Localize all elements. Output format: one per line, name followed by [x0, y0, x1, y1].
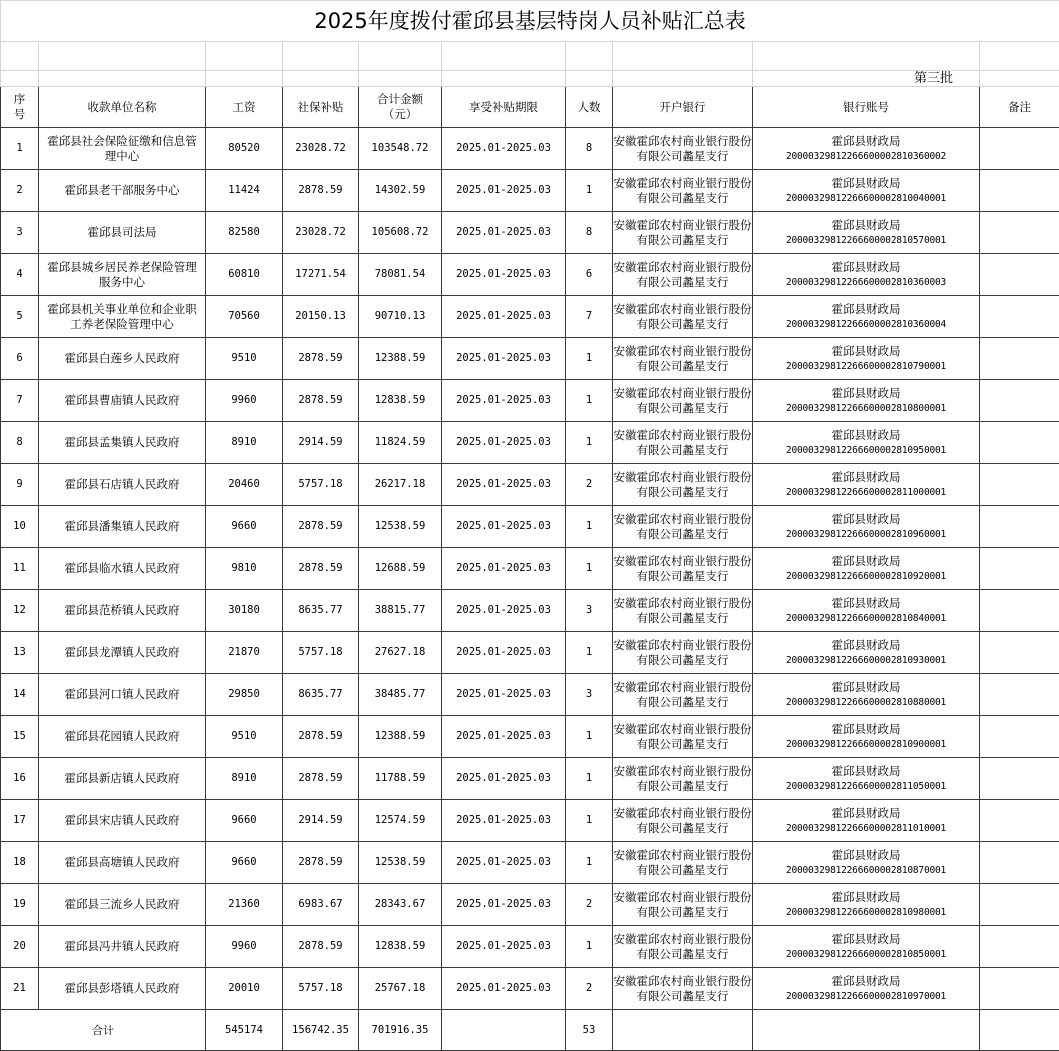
cell-period: 2025.01-2025.03	[442, 590, 566, 632]
cell-note	[980, 842, 1059, 884]
cell-note	[980, 254, 1059, 296]
cell-account	[753, 212, 980, 254]
account-number: 20000329812266600002810570001	[753, 233, 979, 248]
cell-bank: 安徽霍邱农村商业银行股份有限公司蠡星支行	[613, 968, 753, 1010]
cell-count: 1	[566, 632, 613, 674]
account-number: 20000329812266600002810970001	[753, 989, 979, 1004]
cell-account	[753, 464, 980, 506]
cell-period: 2025.01-2025.03	[442, 128, 566, 170]
cell-account	[753, 422, 980, 464]
table-row	[1, 968, 1059, 1010]
cell-period: 2025.01-2025.03	[442, 380, 566, 422]
cell-social: 2878.59	[283, 506, 359, 548]
cell-social: 5757.18	[283, 968, 359, 1010]
account-number: 20000329812266600002811010001	[753, 821, 979, 836]
cell-account	[753, 380, 980, 422]
cell-total: 103548.72	[359, 128, 442, 170]
account-number: 20000329812266600002810930001	[753, 653, 979, 668]
cell-account	[753, 590, 980, 632]
cell-bank: 安徽霍邱农村商业银行股份有限公司蠡星支行	[613, 128, 753, 170]
cell-bank: 安徽霍邱农村商业银行股份有限公司蠡星支行	[613, 590, 753, 632]
cell-total: 12838.59	[359, 380, 442, 422]
cell-unit: 霍邱县石店镇人民政府	[39, 464, 206, 506]
table-row	[1, 128, 1059, 170]
cell-bank: 安徽霍邱农村商业银行股份有限公司蠡星支行	[613, 548, 753, 590]
cell-count: 1	[566, 170, 613, 212]
cell-period: 2025.01-2025.03	[442, 296, 566, 338]
cell-unit: 霍邱县冯井镇人民政府	[39, 926, 206, 968]
cell-bank: 安徽霍邱农村商业银行股份有限公司蠡星支行	[613, 254, 753, 296]
account-number: 20000329812266600002810850001	[753, 947, 979, 962]
cell-note	[980, 170, 1059, 212]
cell-bank: 安徽霍邱农村商业银行股份有限公司蠡星支行	[613, 422, 753, 464]
cell-count: 8	[566, 128, 613, 170]
cell-period: 2025.01-2025.03	[442, 212, 566, 254]
cell-seq: 2	[1, 170, 39, 212]
cell-total: 38815.77	[359, 590, 442, 632]
total-label: 合计	[1, 1010, 206, 1051]
account-number: 20000329812266600002810040001	[753, 191, 979, 206]
cell-total: 25767.18	[359, 968, 442, 1010]
cell-unit: 霍邱县曹庙镇人民政府	[39, 380, 206, 422]
cell-count: 1	[566, 422, 613, 464]
cell-note	[980, 926, 1059, 968]
cell-social: 2914.59	[283, 800, 359, 842]
header-bank: 开户银行	[613, 87, 753, 128]
account-name: 霍邱县财政局	[753, 596, 979, 611]
cell-account	[753, 884, 980, 926]
cell-seq: 15	[1, 716, 39, 758]
cell-total: 12388.59	[359, 716, 442, 758]
cell-total: 27627.18	[359, 632, 442, 674]
cell-unit: 霍邱县白莲乡人民政府	[39, 338, 206, 380]
cell-seq: 5	[1, 296, 39, 338]
cell-social: 2878.59	[283, 548, 359, 590]
cell-social: 23028.72	[283, 212, 359, 254]
cell-unit: 霍邱县宋店镇人民政府	[39, 800, 206, 842]
cell-period: 2025.01-2025.03	[442, 842, 566, 884]
table-row	[1, 884, 1059, 926]
cell-account	[753, 170, 980, 212]
account-number: 20000329812266600002810360002	[753, 149, 979, 164]
total-wage: 545174	[206, 1010, 283, 1051]
cell-period: 2025.01-2025.03	[442, 800, 566, 842]
cell-seq: 7	[1, 380, 39, 422]
cell-social: 20150.13	[283, 296, 359, 338]
cell-note	[980, 590, 1059, 632]
table-row	[1, 590, 1059, 632]
cell-total: 12538.59	[359, 842, 442, 884]
cell-period: 2025.01-2025.03	[442, 632, 566, 674]
header-total-line1: 合计金额	[359, 92, 441, 107]
cell-unit: 霍邱县龙潭镇人民政府	[39, 632, 206, 674]
cell-note	[980, 296, 1059, 338]
table-row	[1, 926, 1059, 968]
account-name: 霍邱县财政局	[753, 848, 979, 863]
account-name: 霍邱县财政局	[753, 218, 979, 233]
account-name: 霍邱县财政局	[753, 974, 979, 989]
cell-wage: 9510	[206, 716, 283, 758]
cell-seq: 8	[1, 422, 39, 464]
total-row	[1, 1010, 1059, 1051]
cell-seq: 18	[1, 842, 39, 884]
cell-bank: 安徽霍邱农村商业银行股份有限公司蠡星支行	[613, 716, 753, 758]
cell-account	[753, 758, 980, 800]
account-number: 20000329812266600002810870001	[753, 863, 979, 878]
account-number: 20000329812266600002811050001	[753, 779, 979, 794]
account-name: 霍邱县财政局	[753, 302, 979, 317]
cell-total: 78081.54	[359, 254, 442, 296]
cell-period: 2025.01-2025.03	[442, 254, 566, 296]
cell-bank: 安徽霍邱农村商业银行股份有限公司蠡星支行	[613, 338, 753, 380]
cell-unit: 霍邱县老干部服务中心	[39, 170, 206, 212]
cell-note	[980, 884, 1059, 926]
table-row	[1, 674, 1059, 716]
cell-wage: 8910	[206, 422, 283, 464]
cell-bank: 安徽霍邱农村商业银行股份有限公司蠡星支行	[613, 926, 753, 968]
account-name: 霍邱县财政局	[753, 806, 979, 821]
cell-wage: 82580	[206, 212, 283, 254]
account-number: 20000329812266600002810900001	[753, 737, 979, 752]
cell-wage: 60810	[206, 254, 283, 296]
cell-social: 8635.77	[283, 590, 359, 632]
cell-social: 2878.59	[283, 842, 359, 884]
cell-seq: 4	[1, 254, 39, 296]
cell-count: 2	[566, 968, 613, 1010]
cell-bank: 安徽霍邱农村商业银行股份有限公司蠡星支行	[613, 758, 753, 800]
account-number: 20000329812266600002810960001	[753, 527, 979, 542]
account-name: 霍邱县财政局	[753, 764, 979, 779]
cell-social: 8635.77	[283, 674, 359, 716]
cell-wage: 70560	[206, 296, 283, 338]
cell-note	[980, 422, 1059, 464]
header-count: 人数	[566, 87, 613, 128]
cell-count: 1	[566, 926, 613, 968]
cell-count: 1	[566, 800, 613, 842]
cell-wage: 21870	[206, 632, 283, 674]
cell-unit: 霍邱县河口镇人民政府	[39, 674, 206, 716]
account-number: 20000329812266600002811000001	[753, 485, 979, 500]
cell-count: 3	[566, 674, 613, 716]
account-name: 霍邱县财政局	[753, 512, 979, 527]
cell-account	[753, 548, 980, 590]
table-row	[1, 758, 1059, 800]
cell-total: 12838.59	[359, 926, 442, 968]
cell-note	[980, 674, 1059, 716]
cell-account	[753, 506, 980, 548]
account-number: 20000329812266600002810880001	[753, 695, 979, 710]
cell-wage: 9960	[206, 926, 283, 968]
cell-account	[753, 296, 980, 338]
cell-bank: 安徽霍邱农村商业银行股份有限公司蠡星支行	[613, 632, 753, 674]
cell-note	[980, 800, 1059, 842]
cell-unit: 霍邱县司法局	[39, 212, 206, 254]
cell-social: 2914.59	[283, 422, 359, 464]
cell-account	[753, 842, 980, 884]
header-period: 享受补贴期限	[442, 87, 566, 128]
cell-seq: 19	[1, 884, 39, 926]
table-row	[1, 170, 1059, 212]
table-row	[1, 422, 1059, 464]
cell-bank: 安徽霍邱农村商业银行股份有限公司蠡星支行	[613, 296, 753, 338]
cell-period: 2025.01-2025.03	[442, 758, 566, 800]
total-amount: 701916.35	[359, 1010, 442, 1051]
cell-wage: 9660	[206, 800, 283, 842]
cell-unit: 霍邱县潘集镇人民政府	[39, 506, 206, 548]
account-number: 20000329812266600002810790001	[753, 359, 979, 374]
account-number: 20000329812266600002810950001	[753, 443, 979, 458]
cell-period: 2025.01-2025.03	[442, 464, 566, 506]
cell-unit: 霍邱县范桥镇人民政府	[39, 590, 206, 632]
cell-note	[980, 506, 1059, 548]
cell-total: 12574.59	[359, 800, 442, 842]
cell-social: 2878.59	[283, 170, 359, 212]
cell-seq: 11	[1, 548, 39, 590]
cell-social: 2878.59	[283, 380, 359, 422]
table-row	[1, 212, 1059, 254]
cell-seq: 14	[1, 674, 39, 716]
cell-count: 2	[566, 464, 613, 506]
cell-unit: 霍邱县社会保险征缴和信息管理中心	[39, 128, 206, 170]
cell-unit: 霍邱县高塘镇人民政府	[39, 842, 206, 884]
account-name: 霍邱县财政局	[753, 260, 979, 275]
cell-wage: 9660	[206, 842, 283, 884]
cell-note	[980, 128, 1059, 170]
cell-social: 5757.18	[283, 464, 359, 506]
cell-total: 12388.59	[359, 338, 442, 380]
cell-unit: 霍邱县新店镇人民政府	[39, 758, 206, 800]
cell-seq: 10	[1, 506, 39, 548]
cell-bank: 安徽霍邱农村商业银行股份有限公司蠡星支行	[613, 674, 753, 716]
cell-bank: 安徽霍邱农村商业银行股份有限公司蠡星支行	[613, 212, 753, 254]
cell-social: 23028.72	[283, 128, 359, 170]
cell-note	[980, 380, 1059, 422]
cell-wage: 8910	[206, 758, 283, 800]
cell-note	[980, 758, 1059, 800]
cell-total: 12688.59	[359, 548, 442, 590]
cell-note	[980, 338, 1059, 380]
cell-period: 2025.01-2025.03	[442, 338, 566, 380]
header-wage: 工资	[206, 87, 283, 128]
table-title: 2025年度拨付霍邱县基层特岗人员补贴汇总表	[1, 1, 1059, 42]
table-row	[1, 296, 1059, 338]
cell-social: 17271.54	[283, 254, 359, 296]
cell-seq: 13	[1, 632, 39, 674]
cell-account	[753, 632, 980, 674]
cell-account	[753, 338, 980, 380]
cell-seq: 20	[1, 926, 39, 968]
header-unit: 收款单位名称	[39, 87, 206, 128]
cell-count: 1	[566, 380, 613, 422]
table-row	[1, 716, 1059, 758]
cell-note	[980, 632, 1059, 674]
table-row	[1, 548, 1059, 590]
cell-wage: 29850	[206, 674, 283, 716]
cell-wage: 9810	[206, 548, 283, 590]
cell-count: 3	[566, 590, 613, 632]
cell-period: 2025.01-2025.03	[442, 968, 566, 1010]
cell-seq: 21	[1, 968, 39, 1010]
cell-note	[980, 212, 1059, 254]
cell-count: 2	[566, 884, 613, 926]
cell-period: 2025.01-2025.03	[442, 926, 566, 968]
cell-total: 11788.59	[359, 758, 442, 800]
cell-wage: 9960	[206, 380, 283, 422]
account-number: 20000329812266600002810980001	[753, 905, 979, 920]
cell-count: 1	[566, 842, 613, 884]
cell-total: 11824.59	[359, 422, 442, 464]
account-number: 20000329812266600002810360004	[753, 317, 979, 332]
cell-account	[753, 254, 980, 296]
cell-seq: 16	[1, 758, 39, 800]
account-name: 霍邱县财政局	[753, 722, 979, 737]
cell-unit: 霍邱县机关事业单位和企业职工养老保险管理中心	[39, 296, 206, 338]
cell-seq: 6	[1, 338, 39, 380]
cell-bank: 安徽霍邱农村商业银行股份有限公司蠡星支行	[613, 170, 753, 212]
cell-account	[753, 128, 980, 170]
cell-account	[753, 968, 980, 1010]
cell-wage: 21360	[206, 884, 283, 926]
account-name: 霍邱县财政局	[753, 176, 979, 191]
cell-count: 1	[566, 338, 613, 380]
cell-period: 2025.01-2025.03	[442, 170, 566, 212]
cell-count: 1	[566, 506, 613, 548]
account-name: 霍邱县财政局	[753, 344, 979, 359]
total-social: 156742.35	[283, 1010, 359, 1051]
cell-account	[753, 800, 980, 842]
cell-total: 26217.18	[359, 464, 442, 506]
header-note: 备注	[980, 87, 1059, 128]
cell-period: 2025.01-2025.03	[442, 422, 566, 464]
cell-unit: 霍邱县三流乡人民政府	[39, 884, 206, 926]
cell-total: 38485.77	[359, 674, 442, 716]
cell-account	[753, 926, 980, 968]
cell-bank: 安徽霍邱农村商业银行股份有限公司蠡星支行	[613, 884, 753, 926]
cell-total: 90710.13	[359, 296, 442, 338]
account-name: 霍邱县财政局	[753, 470, 979, 485]
header-total-line2: （元）	[359, 107, 441, 122]
cell-note	[980, 464, 1059, 506]
cell-count: 1	[566, 758, 613, 800]
cell-total: 14302.59	[359, 170, 442, 212]
header-total	[359, 87, 442, 128]
cell-bank: 安徽霍邱农村商业银行股份有限公司蠡星支行	[613, 842, 753, 884]
cell-period: 2025.01-2025.03	[442, 716, 566, 758]
cell-note	[980, 968, 1059, 1010]
cell-note	[980, 716, 1059, 758]
cell-total: 105608.72	[359, 212, 442, 254]
cell-wage: 80520	[206, 128, 283, 170]
account-name: 霍邱县财政局	[753, 932, 979, 947]
cell-wage: 30180	[206, 590, 283, 632]
cell-wage: 20010	[206, 968, 283, 1010]
header-account: 银行账号	[753, 87, 980, 128]
table-row	[1, 842, 1059, 884]
cell-period: 2025.01-2025.03	[442, 884, 566, 926]
cell-bank: 安徽霍邱农村商业银行股份有限公司蠡星支行	[613, 800, 753, 842]
account-name: 霍邱县财政局	[753, 554, 979, 569]
total-count: 53	[566, 1010, 613, 1051]
cell-wage: 9510	[206, 338, 283, 380]
cell-bank: 安徽霍邱农村商业银行股份有限公司蠡星支行	[613, 506, 753, 548]
cell-social: 2878.59	[283, 758, 359, 800]
table-row	[1, 632, 1059, 674]
table-row	[1, 464, 1059, 506]
cell-unit: 霍邱县花园镇人民政府	[39, 716, 206, 758]
cell-count: 8	[566, 212, 613, 254]
cell-period: 2025.01-2025.03	[442, 548, 566, 590]
account-name: 霍邱县财政局	[753, 428, 979, 443]
cell-seq: 9	[1, 464, 39, 506]
cell-account	[753, 674, 980, 716]
cell-seq: 17	[1, 800, 39, 842]
table-row	[1, 506, 1059, 548]
header-row	[1, 87, 1059, 128]
account-number: 20000329812266600002810840001	[753, 611, 979, 626]
account-name: 霍邱县财政局	[753, 134, 979, 149]
cell-seq: 1	[1, 128, 39, 170]
cell-social: 2878.59	[283, 716, 359, 758]
cell-social: 5757.18	[283, 632, 359, 674]
cell-social: 2878.59	[283, 926, 359, 968]
cell-unit: 霍邱县彭塔镇人民政府	[39, 968, 206, 1010]
cell-period: 2025.01-2025.03	[442, 674, 566, 716]
cell-bank: 安徽霍邱农村商业银行股份有限公司蠡星支行	[613, 464, 753, 506]
cell-wage: 11424	[206, 170, 283, 212]
table-row	[1, 254, 1059, 296]
account-name: 霍邱县财政局	[753, 680, 979, 695]
cell-seq: 12	[1, 590, 39, 632]
cell-count: 1	[566, 716, 613, 758]
cell-note	[980, 548, 1059, 590]
header-social: 社保补贴	[283, 87, 359, 128]
cell-count: 1	[566, 548, 613, 590]
cell-count: 7	[566, 296, 613, 338]
cell-unit: 霍邱县临水镇人民政府	[39, 548, 206, 590]
cell-wage: 9660	[206, 506, 283, 548]
account-name: 霍邱县财政局	[753, 386, 979, 401]
cell-total: 28343.67	[359, 884, 442, 926]
account-number: 20000329812266600002810360003	[753, 275, 979, 290]
cell-social: 2878.59	[283, 338, 359, 380]
cell-social: 6983.67	[283, 884, 359, 926]
cell-unit: 霍邱县城乡居民养老保险管理服务中心	[39, 254, 206, 296]
cell-wage: 20460	[206, 464, 283, 506]
table-row	[1, 338, 1059, 380]
account-number: 20000329812266600002810920001	[753, 569, 979, 584]
table-row	[1, 800, 1059, 842]
cell-unit: 霍邱县孟集镇人民政府	[39, 422, 206, 464]
header-seq: 序号	[1, 87, 39, 128]
table-row	[1, 380, 1059, 422]
cell-total: 12538.59	[359, 506, 442, 548]
cell-period: 2025.01-2025.03	[442, 506, 566, 548]
account-name: 霍邱县财政局	[753, 890, 979, 905]
cell-seq: 3	[1, 212, 39, 254]
cell-account	[753, 716, 980, 758]
account-name: 霍邱县财政局	[753, 638, 979, 653]
cell-bank: 安徽霍邱农村商业银行股份有限公司蠡星支行	[613, 380, 753, 422]
account-number: 20000329812266600002810800001	[753, 401, 979, 416]
cell-count: 6	[566, 254, 613, 296]
batch-label: 第三批	[753, 71, 980, 87]
